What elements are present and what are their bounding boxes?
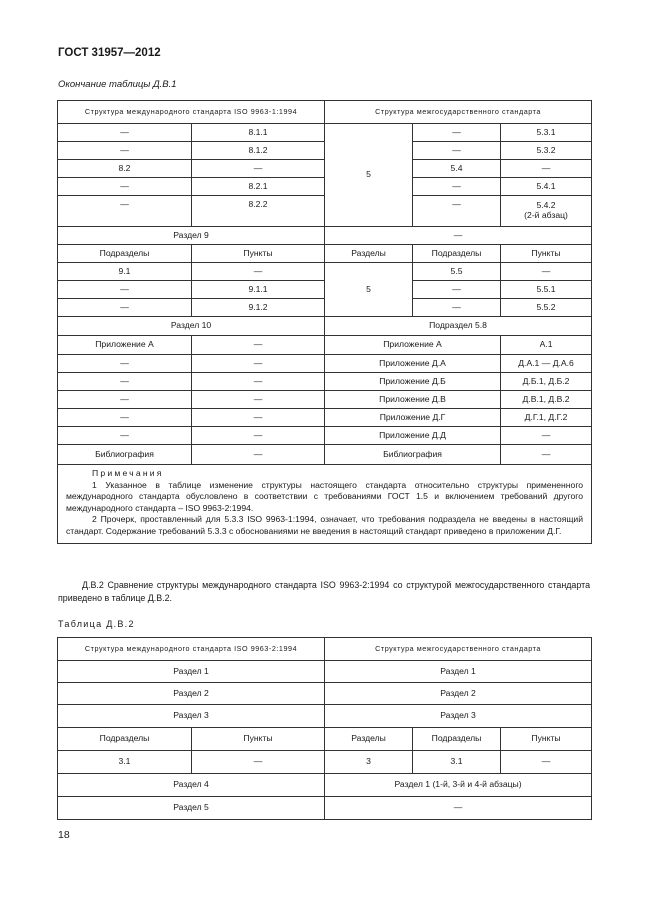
cell: —	[58, 355, 192, 373]
cell-span: Раздел 2	[325, 683, 592, 705]
cell: 5.5	[413, 263, 501, 281]
cell: 3.1	[58, 751, 192, 774]
table-d-v-2	[57, 637, 592, 820]
table-row	[58, 797, 592, 820]
cell: Пункты	[192, 728, 325, 751]
cell	[501, 196, 592, 227]
cell: Подразделы	[58, 245, 192, 263]
cell: —	[58, 142, 192, 160]
cell: Д.Б.1, Д.Б.2	[501, 373, 592, 391]
cell: —	[413, 124, 501, 142]
table-row	[58, 391, 592, 409]
table-row	[58, 427, 592, 445]
cell: 9.1.1	[192, 281, 325, 299]
cell-span: Приложение Д.Г	[325, 409, 501, 427]
cell-span: Раздел 1	[58, 661, 325, 683]
cell-span: Раздел 4	[58, 774, 325, 797]
table-row	[58, 124, 592, 142]
document-header: ГОСТ 31957—2012	[58, 47, 161, 59]
table-row	[58, 661, 592, 683]
cell: —	[58, 178, 192, 196]
cell-span: Раздел 10	[58, 317, 325, 336]
cell: 5.4.1	[501, 178, 592, 196]
table-row	[58, 355, 592, 373]
table1-caption: Окончание таблицы Д.В.1	[58, 79, 177, 90]
table-row	[58, 445, 592, 465]
cell: —	[192, 263, 325, 281]
table2-caption: Таблица Д.В.2	[58, 619, 135, 629]
cell: Пункты	[501, 245, 592, 263]
cell: —	[501, 445, 592, 465]
cell-line: 5.4.2	[536, 200, 556, 211]
cell: Д.В.1, Д.В.2	[501, 391, 592, 409]
cell: 8.2	[58, 160, 192, 178]
cell: —	[192, 427, 325, 445]
table-d-v-1	[57, 100, 592, 544]
cell-span: Раздел 9	[58, 227, 325, 245]
cell-span: Раздел 1 (1-й, 3-й и 4-й абзацы)	[325, 774, 592, 797]
cell: 5.4	[413, 160, 501, 178]
cell: —	[58, 299, 192, 317]
cell: 8.1.2	[192, 142, 325, 160]
cell-span: Раздел 2	[58, 683, 325, 705]
cell: 5.3.2	[501, 142, 592, 160]
cell-span: Приложение Д.Б	[325, 373, 501, 391]
cell-span: Раздел 5	[58, 797, 325, 820]
cell: —	[192, 336, 325, 355]
cell: —	[58, 409, 192, 427]
table-row	[58, 683, 592, 705]
cell: 9.1.2	[192, 299, 325, 317]
cell: Подразделы	[413, 728, 501, 751]
cell-span: Раздел 3	[58, 705, 325, 728]
cell: 8.2.2	[192, 196, 325, 227]
header-international: Структура международного стандарта ISO 9963-1:1994	[58, 101, 325, 124]
table-row	[58, 317, 592, 336]
table-row	[58, 705, 592, 728]
cell: —	[413, 196, 501, 227]
page-number: 18	[58, 829, 70, 841]
cell-span: Подраздел 5.8	[325, 317, 592, 336]
cell-span: Раздел 3	[325, 705, 592, 728]
header-international: Структура международного стандарта ISO 9963-2:1994	[58, 638, 325, 661]
cell: —	[413, 281, 501, 299]
cell-section: 5	[325, 263, 413, 317]
table-row	[58, 245, 592, 263]
paragraph-d-v-2: Д.В.2 Сравнение структуры международного стандарта ISO 9963-2:1994 со структурой межгосударственного стандарта приведено в таблице Д.В.2.	[58, 580, 590, 604]
cell-span: Приложение А	[325, 336, 501, 355]
cell: Приложение А	[58, 336, 192, 355]
table-header-row	[58, 101, 592, 124]
cell-span: Приложение Д.Д	[325, 427, 501, 445]
header-interstate: Структура межгосударственного стандарта	[325, 101, 592, 124]
table-row	[58, 336, 592, 355]
cell: Разделы	[325, 728, 413, 751]
cell: —	[192, 445, 325, 465]
cell: —	[58, 281, 192, 299]
cell-span: Приложение Д.В	[325, 391, 501, 409]
cell-span: Библиография	[325, 445, 501, 465]
cell: —	[192, 160, 325, 178]
cell: —	[192, 373, 325, 391]
cell: 8.2.1	[192, 178, 325, 196]
cell: —	[501, 263, 592, 281]
table-row	[58, 227, 592, 245]
cell: —	[58, 373, 192, 391]
cell: —	[58, 427, 192, 445]
cell: Подразделы	[413, 245, 501, 263]
table-header-row	[58, 638, 592, 661]
table-row	[58, 751, 592, 774]
cell: 5.5.2	[501, 299, 592, 317]
cell: —	[501, 427, 592, 445]
notes-title: Примечания	[92, 468, 164, 478]
cell: —	[413, 178, 501, 196]
table-row	[58, 409, 592, 427]
cell: 5.5.1	[501, 281, 592, 299]
cell: Разделы	[325, 245, 413, 263]
notes-row	[58, 465, 592, 544]
cell-span: —	[325, 797, 592, 820]
cell: —	[501, 751, 592, 774]
notes-cell	[58, 465, 592, 544]
cell: Пункты	[501, 728, 592, 751]
cell: А.1	[501, 336, 592, 355]
cell: 3.1	[413, 751, 501, 774]
cell: —	[501, 160, 592, 178]
cell-line: (2-й абзац)	[524, 210, 568, 220]
cell: Библиография	[58, 445, 192, 465]
note-2: 2 Прочерк, проставленный для 5.3.3 ISO 9963-1:1994, означает, что требования подраздела не введены в настоящий стандарт. Содержание требований 5.3.3 с обоснованиями не введения в настоящий стандарт приведено в приложении Д.Г.	[66, 514, 584, 536]
cell: 9.1	[58, 263, 192, 281]
cell: 5.3.1	[501, 124, 592, 142]
cell-span: —	[325, 227, 592, 245]
table-row	[58, 728, 592, 751]
table-row	[58, 774, 592, 797]
cell-section: 5	[325, 124, 413, 227]
cell: —	[413, 299, 501, 317]
cell: —	[413, 142, 501, 160]
cell: —	[192, 355, 325, 373]
cell: Подразделы	[58, 728, 192, 751]
table-row	[58, 263, 592, 281]
cell: —	[58, 196, 192, 227]
cell: Пункты	[192, 245, 325, 263]
cell: —	[192, 391, 325, 409]
cell: Д.Г.1, Д.Г.2	[501, 409, 592, 427]
note-1: 1 Указанное в таблице изменение структуры настоящего стандарта относительно структуры примененного международного стандарта обусловлено в соответствии с требованиями ГОСТ 1.5 и включением требований другого международного стандарта – ISO 9963-2:1994.	[66, 479, 584, 513]
cell-span: Раздел 1	[325, 661, 592, 683]
header-interstate: Структура межгосударственного стандарта	[325, 638, 592, 661]
cell: 8.1.1	[192, 124, 325, 142]
cell: 3	[325, 751, 413, 774]
cell: Д.А.1 — Д.А.6	[501, 355, 592, 373]
table-row	[58, 373, 592, 391]
cell-span: Приложение Д.А	[325, 355, 501, 373]
cell: —	[192, 751, 325, 774]
cell: —	[192, 409, 325, 427]
cell: —	[58, 124, 192, 142]
cell: —	[58, 391, 192, 409]
